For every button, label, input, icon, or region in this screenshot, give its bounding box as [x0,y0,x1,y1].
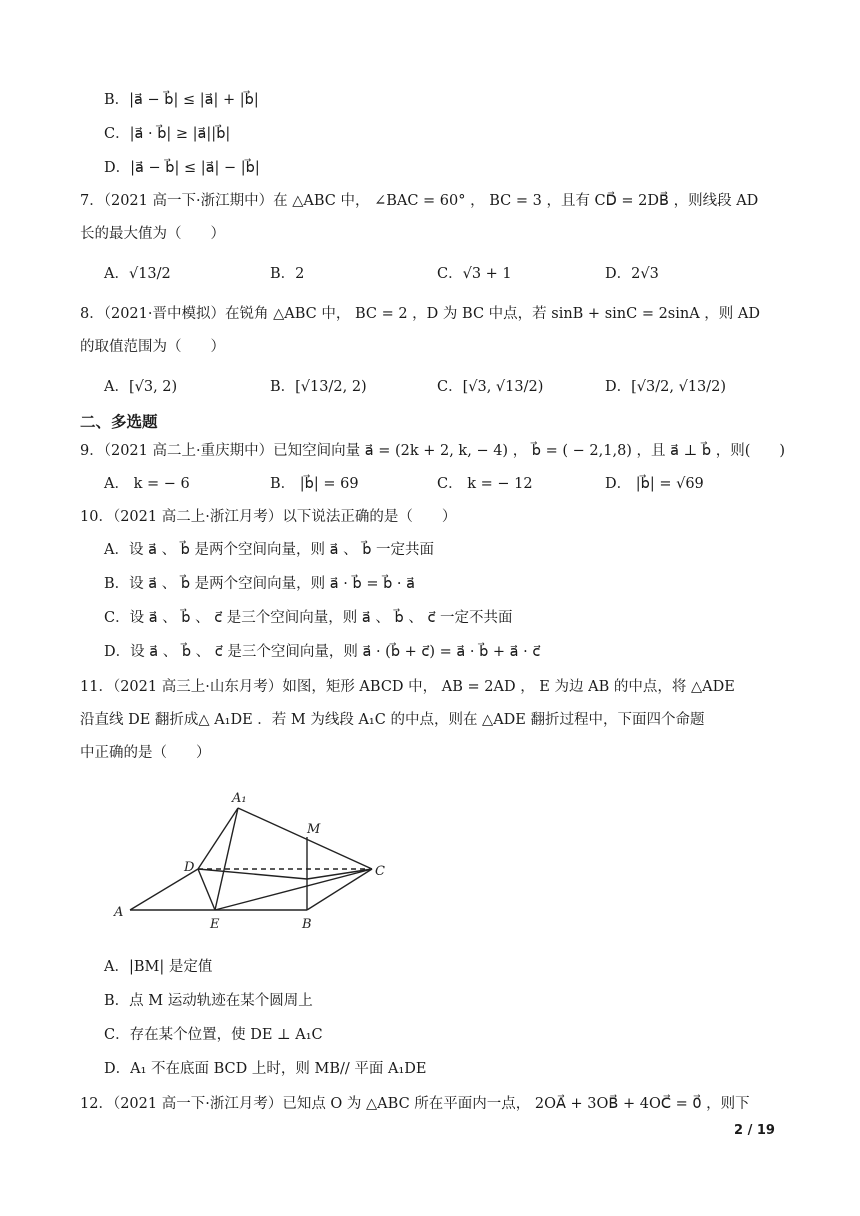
edge-de [198,869,215,910]
q6-option-d: D．|a⃗ − b⃗| ≤ |a⃗| − |b⃗| [104,160,260,176]
q7-option-d: D．2√3 [605,266,659,282]
page-number: 2 / 19 [734,1123,775,1138]
q6-option-b: B．|a⃗ − b⃗| ≤ |a⃗| + |b⃗| [104,92,259,108]
label-m: M [307,822,321,837]
q8-option-c: C．[√3, √13/2) [437,379,544,395]
q11-stem: 11．（2021 高三上·山东月考）如图，矩形 ABCD 中， AB = 2AD ， E 为边 AB 的中点，将 △ADE [80,679,735,695]
q9-option-d: D． |b⃗| = √69 [605,476,704,492]
q12-stem: 12．（2021 高一下·浙江月考）已知点 O 为 △ABC 所在平面内一点， 2OA⃗ + 3OB⃗ + 4OC⃗ = 0⃗ ，则下 [80,1096,750,1112]
q11-stem-cont2: 中正确的是（ ） [80,745,211,761]
label-e: E [210,917,220,930]
q9-option-a: A． k = − 6 [104,476,190,492]
label-a1: A₁ [232,791,247,806]
edge-d-mid [198,869,307,879]
q10-option-b: B．设 a⃗ 、 b⃗ 是两个空间向量，则 a⃗ · b⃗ = b⃗ · a⃗ [104,576,415,592]
q7-option-a: A．√13/2 [104,266,171,282]
q9-option-b: B． |b⃗| = 69 [270,476,359,492]
q8-option-a: A．[√3, 2) [104,379,178,395]
label-d: D [184,860,195,875]
q7-option-c: C．√3 + 1 [437,266,512,282]
edge-ec [215,869,372,910]
q10-option-c: C．设 a⃗ 、 b⃗ 、 c⃗ 是三个空间向量，则 a⃗ 、 b⃗ 、 c⃗ 一定不共面 [104,610,513,626]
edge-a1e [215,808,238,910]
folded-rectangle-figure [100,780,400,930]
q11-stem-cont: 沿直线 DE 翻折成△ A₁DE ．若 M 为线段 A₁C 的中点，则在 △ADE 翻折过程中，下面四个命题 [80,712,705,728]
edge-ad [130,869,198,910]
q7-stem-cont: 长的最大值为（ ） [80,226,225,242]
q7-stem: 7．（2021 高一下·浙江期中）在 △ABC 中， ∠BAC = 60° ， BC = 3 ，且有 CD⃗ = 2DB⃗ ，则线段 AD [80,193,759,209]
q8-option-d: D．[√3/2, √13/2) [605,379,727,395]
label-a: A [114,905,124,920]
q8-stem: 8．（2021·晋中模拟）在锐角 △ABC 中， BC = 2 ，D 为 BC 中点，若 sinB + sinC = 2sinA ，则 AD [80,306,761,322]
section-heading-multi-choice: 二、多选题 [80,413,158,431]
q10-option-d: D．设 a⃗ 、 b⃗ 、 c⃗ 是三个空间向量，则 a⃗ · (b⃗ + c⃗) = a⃗ · b⃗ + a⃗ · c⃗ [104,644,541,660]
edge-bc [307,869,372,910]
q9-option-c: C． k = − 12 [437,476,533,492]
edge-da1 [198,808,238,869]
label-c: C [375,864,385,879]
q10-option-a: A．设 a⃗ 、 b⃗ 是两个空间向量，则 a⃗ 、 b⃗ 一定共面 [104,542,435,558]
q11-option-b: B．点 M 运动轨迹在某个圆周上 [104,993,313,1009]
q6-option-c: C．|a⃗ · b⃗| ≥ |a⃗||b⃗| [104,126,231,142]
q8-stem-cont: 的取值范围为（ ） [80,339,225,355]
q9-stem: 9．（2021 高二上·重庆期中）已知空间向量 a⃗ = (2k + 2, k, − 4) ， b⃗ = ( − 2,1,8) ，且 a⃗ ⊥ b⃗ ，则( ) [80,443,786,459]
label-b: B [302,917,312,930]
edge-a1c [238,808,372,869]
q11-option-c: C．存在某个位置，使 DE ⊥ A₁C [104,1027,323,1043]
q8-option-b: B．[√13/2, 2) [270,379,367,395]
q11-option-d: D．A₁ 不在底面 BCD 上时，则 MB// 平面 A₁DE [104,1061,427,1077]
q10-stem: 10．（2021 高二上·浙江月考）以下说法正确的是（ ） [80,509,457,525]
q11-option-a: A．|BM| 是定值 [104,959,213,975]
q7-option-b: B．2 [270,266,305,282]
